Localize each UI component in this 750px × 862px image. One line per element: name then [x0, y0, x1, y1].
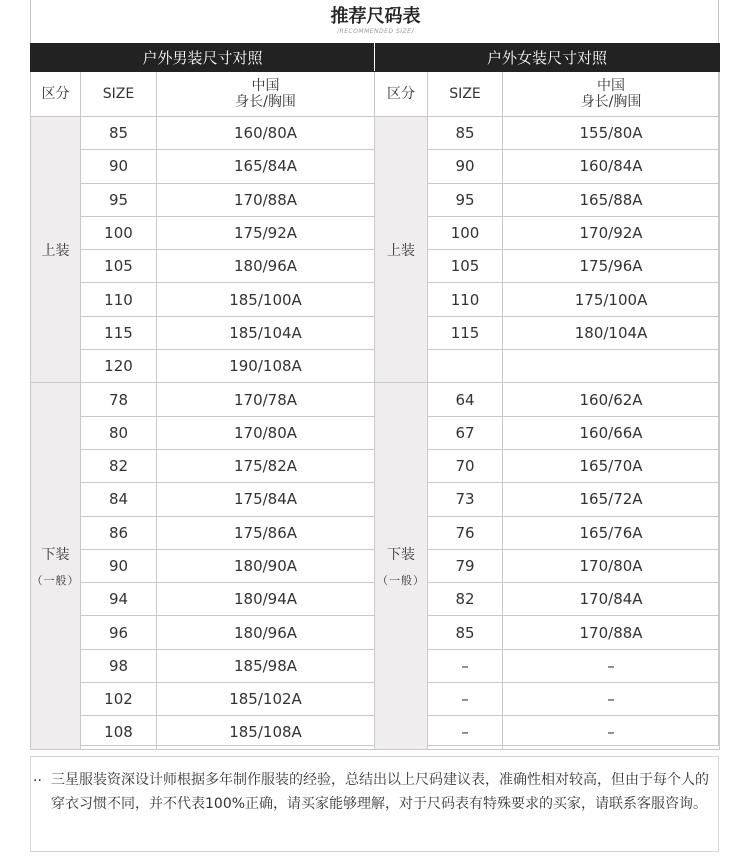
- men-size-cell: 80: [81, 416, 157, 449]
- women-china-size-cell: 175/96A: [503, 250, 720, 283]
- men-china-size-cell: 190/108A: [157, 350, 375, 383]
- women-category-label: 下装: [387, 547, 416, 563]
- women-size-cell: 100: [428, 216, 503, 249]
- women-size-cell: 110: [428, 283, 503, 316]
- men-size-cell: 90: [81, 549, 157, 582]
- men-china-size-cell: 185/108A: [157, 716, 375, 749]
- women-size-cell: –: [428, 716, 503, 749]
- women-category-top: [375, 117, 428, 383]
- men-size-header: SIZE: [81, 72, 157, 117]
- women-china-size-cell: 165/72A: [503, 483, 720, 516]
- men-china-size-cell: 180/90A: [157, 549, 375, 582]
- women-size-cell: –: [428, 683, 503, 716]
- men-china-size-cell: 180/96A: [157, 250, 375, 283]
- men-section-header: 户外男装尺寸对照: [31, 44, 375, 72]
- men-category-label: 上装: [41, 242, 70, 259]
- men-category-note: （一般）: [31, 574, 80, 587]
- women-china-size-cell: 155/80A: [503, 117, 720, 150]
- women-china-size-cell: 160/66A: [503, 416, 720, 449]
- men-size-cell: 100: [81, 216, 157, 249]
- women-size-cell: 70: [428, 449, 503, 482]
- men-china-label-2: 身长/胸围: [235, 94, 296, 110]
- women-size-cell: 115: [428, 316, 503, 349]
- men-china-label-1: 中国: [251, 78, 280, 94]
- men-china-size-cell: 185/98A: [157, 649, 375, 682]
- size-chart-card: [30, 0, 719, 746]
- women-china-size-cell: 170/88A: [503, 616, 720, 649]
- men-size-cell: 96: [81, 616, 157, 649]
- men-size-cell: 95: [81, 183, 157, 216]
- women-size-cell: –: [428, 649, 503, 682]
- women-china-size-cell: 170/84A: [503, 583, 720, 616]
- women-china-size-cell: 160/62A: [503, 383, 720, 416]
- women-size-cell: 79: [428, 549, 503, 582]
- women-china-size-cell: 175/100A: [503, 283, 720, 316]
- women-china-label-2: 身长/胸围: [580, 94, 642, 110]
- size-note: [30, 756, 719, 852]
- note-text: 三星服装资深设计师根据多年制作服装的经验，总结出以上尺码建议表，准确性相对较高，但由于每个人的穿衣习惯不同，并不代表100%正确，请买家能够理解，对于尺码表有特殊要求的买家，请联系客服咨询。: [51, 772, 709, 812]
- men-china-size-cell: 180/96A: [157, 616, 375, 649]
- men-china-size-cell: 165/84A: [157, 150, 375, 183]
- women-china-size-cell: 180/104A: [503, 316, 720, 349]
- women-china-size-cell: 170/80A: [503, 549, 720, 582]
- men-category-top: [31, 117, 81, 383]
- women-size-cell: 85: [428, 117, 503, 150]
- chart-title: 推荐尺码表: [330, 6, 421, 27]
- men-region-header: 区分: [31, 72, 81, 117]
- women-size-header: SIZE: [428, 72, 503, 117]
- men-china-size-cell: 185/104A: [157, 316, 375, 349]
- women-size-cell: 76: [428, 516, 503, 549]
- women-section-header: 户外女装尺寸对照: [375, 44, 720, 72]
- men-category-bottom: [31, 383, 81, 749]
- men-china-size-cell: 175/92A: [157, 216, 375, 249]
- women-size-cell: 90: [428, 150, 503, 183]
- men-china-size-cell: 170/88A: [157, 183, 375, 216]
- men-size-cell: 105: [81, 250, 157, 283]
- women-size-cell: 64: [428, 383, 503, 416]
- men-china-size-cell: 175/82A: [157, 449, 375, 482]
- women-china-size-cell: 165/70A: [503, 449, 720, 482]
- men-size-cell: 84: [81, 483, 157, 516]
- women-category-bottom: [375, 383, 428, 749]
- men-china-size-cell: 170/78A: [157, 383, 375, 416]
- men-china-size-cell: 180/94A: [157, 583, 375, 616]
- men-size-cell: 108: [81, 716, 157, 749]
- men-size-cell: 115: [81, 316, 157, 349]
- size-table: [30, 43, 720, 750]
- men-size-cell: 98: [81, 649, 157, 682]
- men-china-size-cell: 185/100A: [157, 283, 375, 316]
- women-size-cell: 82: [428, 583, 503, 616]
- size-table-body: [31, 117, 720, 750]
- women-china-size-cell: 170/92A: [503, 216, 720, 249]
- men-china-size-cell: 175/86A: [157, 516, 375, 549]
- chart-title-block: [31, 0, 720, 44]
- men-china-size-cell: 185/102A: [157, 683, 375, 716]
- women-region-header: 区分: [375, 72, 428, 117]
- men-size-cell: 82: [81, 449, 157, 482]
- table-row: [31, 383, 720, 416]
- men-china-size-cell: 175/84A: [157, 483, 375, 516]
- men-size-cell: 78: [81, 383, 157, 416]
- women-china-size-cell: –: [503, 649, 720, 682]
- women-china-label-1: 中国: [597, 78, 626, 94]
- men-size-cell: 86: [81, 516, 157, 549]
- women-china-size-cell: –: [503, 683, 720, 716]
- women-china-size-cell: –: [503, 716, 720, 749]
- women-size-cell: 105: [428, 250, 503, 283]
- note-bullet: ..: [33, 769, 42, 785]
- women-size-cell: 85: [428, 616, 503, 649]
- men-size-cell: 110: [81, 283, 157, 316]
- women-china-size-cell: 165/76A: [503, 516, 720, 549]
- women-size-cell: 67: [428, 416, 503, 449]
- women-category-note: （一般）: [377, 574, 426, 587]
- women-china-size-cell: [503, 350, 720, 383]
- chart-subtitle: /RECOMMENDED SIZE/: [337, 28, 414, 35]
- women-china-size-cell: 165/88A: [503, 183, 720, 216]
- men-size-cell: 85: [81, 117, 157, 150]
- men-china-size-cell: 160/80A: [157, 117, 375, 150]
- men-china-header: [157, 72, 375, 117]
- men-size-cell: 90: [81, 150, 157, 183]
- table-row: [31, 117, 720, 150]
- women-china-header: [503, 72, 720, 117]
- women-category-label: 上装: [387, 242, 416, 259]
- men-size-cell: 120: [81, 350, 157, 383]
- men-size-cell: 102: [81, 683, 157, 716]
- women-china-size-cell: 160/84A: [503, 150, 720, 183]
- women-size-cell: [428, 350, 503, 383]
- men-china-size-cell: 170/80A: [157, 416, 375, 449]
- men-size-cell: 94: [81, 583, 157, 616]
- men-category-label: 下装: [41, 547, 70, 563]
- women-size-cell: 95: [428, 183, 503, 216]
- women-size-cell: 73: [428, 483, 503, 516]
